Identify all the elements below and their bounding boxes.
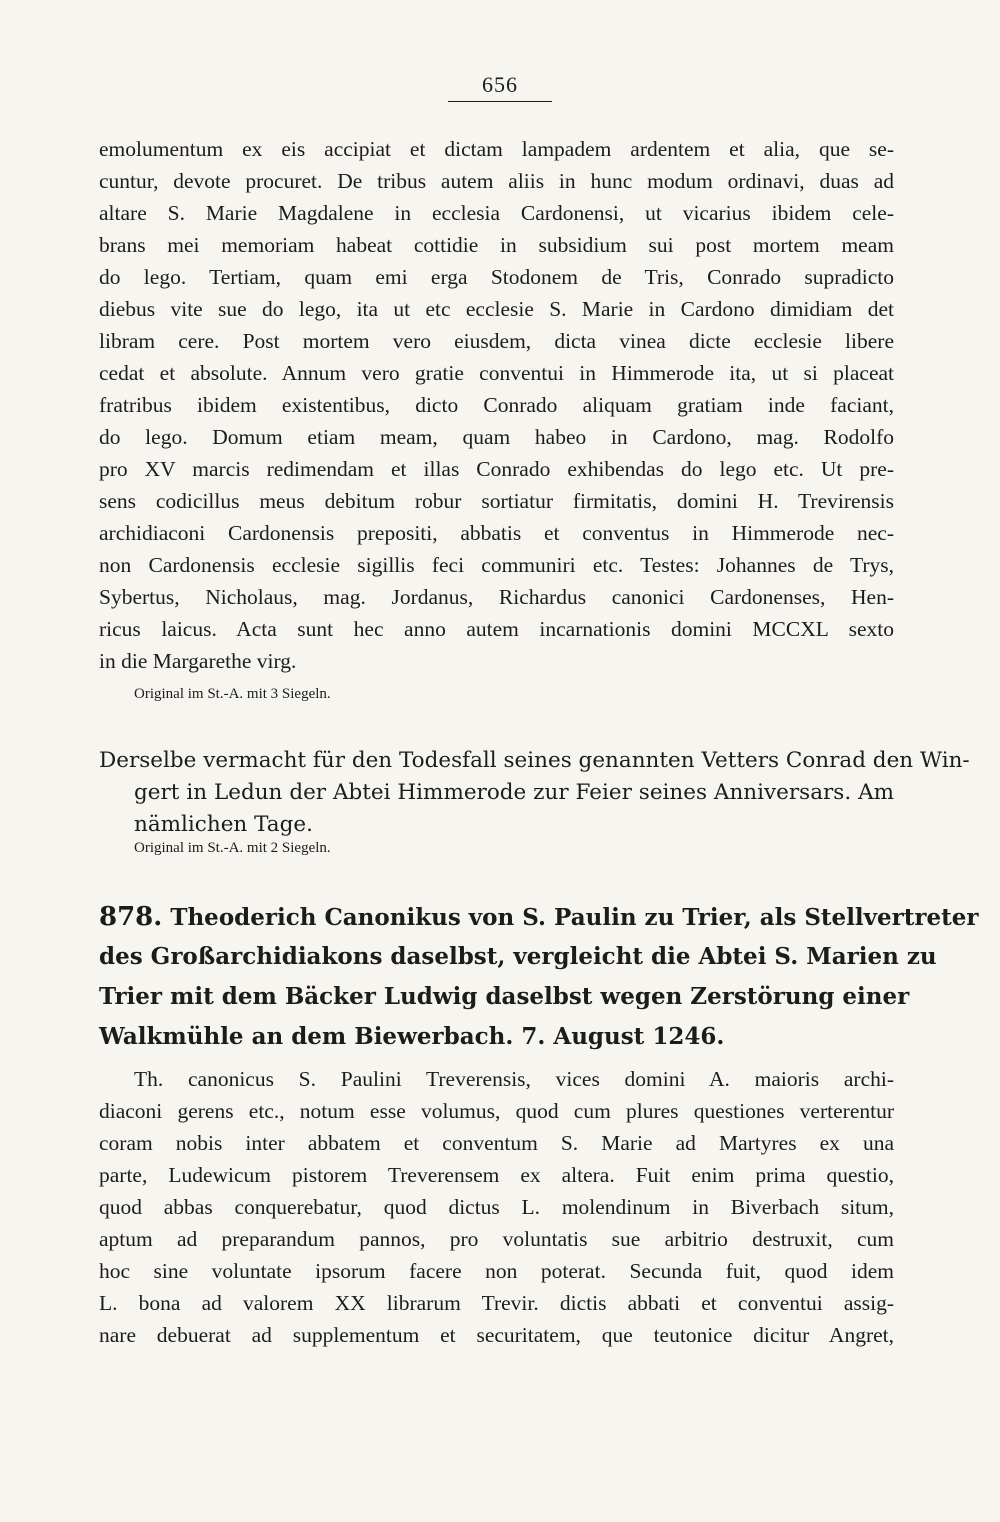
page-number-rule bbox=[448, 101, 552, 102]
text-line: parte, Ludewicum pistorem Treverensem ex altera. Fuit enim prima questio, bbox=[99, 1163, 894, 1187]
heading-line: Trier mit dem Bäcker Ludwig daselbst wegen Zerstörung einer bbox=[99, 983, 910, 1010]
text-line: do lego. Domum etiam meam, quam habeo in Cardono, mag. Rodolfo bbox=[99, 425, 894, 449]
text-line: do lego. Tertiam, quam emi erga Stodonem de Tris, Conrado supradicto bbox=[99, 265, 894, 289]
text-line: sens codicillus meus debitum robur sortiatur firmitatis, domini H. Trevirensis bbox=[99, 489, 894, 513]
text-line: altare S. Marie Magdalene in ecclesia Cardonensi, ut vicarius ibidem cele- bbox=[99, 201, 894, 225]
text-line: hoc sine voluntate ipsorum facere non poterat. Secunda fuit, quod idem bbox=[99, 1259, 894, 1283]
text-line: emolumentum ex eis accipiat et dictam lampadem ardentem et alia, que se- bbox=[99, 137, 894, 161]
text-line: cedat et absolute. Annum vero gratie conventui in Himmerode ita, ut si placeat bbox=[99, 361, 894, 385]
text-line: nare debuerat ad supplementum et securitatem, que teutonice dicitur Angret, bbox=[99, 1323, 894, 1347]
text-line: nämlichen Tage. bbox=[134, 812, 313, 837]
text-line: brans mei memoriam habeat cottidie in subsidium sui post mortem meam bbox=[99, 233, 894, 257]
text-line: ricus laicus. Acta sunt hec anno autem incarnationis domini MCCXL sexto bbox=[99, 617, 894, 641]
heading-line: Theoderich Canonikus von S. Paulin zu Trier, als Stellvertreter bbox=[170, 904, 979, 931]
text-line: diebus vite sue do lego, ita ut etc ecclesie S. Marie in Cardono dimidiam det bbox=[99, 297, 894, 321]
text-line: diaconi gerens etc., notum esse volumus, quod cum plures questiones verterentur bbox=[99, 1099, 894, 1123]
charter-877-text bbox=[99, 133, 894, 677]
charter-877-source-note: Original im St.-A. mit 3 Siegeln. bbox=[134, 686, 331, 702]
text-line: fratribus ibidem existentibus, dicto Conrado aliquam gratiam inde faciant, bbox=[99, 393, 894, 417]
second-charter-summary bbox=[99, 745, 970, 841]
text-line: cuntur, devote procuret. De tribus autem aliis in hunc modum ordinavi, duas ad bbox=[99, 169, 894, 193]
text-line: non Cardonensis ecclesie sigillis feci communiri etc. Testes: Johannes de Trys, bbox=[99, 553, 894, 577]
text-line: archidiaconi Cardonensis prepositi, abbatis et conventus in Himmerode nec- bbox=[99, 521, 894, 545]
text-line: Sybertus, Nicholaus, mag. Jordanus, Richardus canonici Cardonenses, Hen- bbox=[99, 585, 894, 609]
heading-line: des Großarchidiakons daselbst, vergleicht die Abtei S. Marien zu bbox=[99, 943, 937, 970]
text-line: Th. canonicus S. Paulini Treverensis, vices domini A. maioris archi- bbox=[134, 1067, 894, 1091]
page-number: 656 bbox=[482, 72, 518, 97]
charter-878-text bbox=[99, 1063, 894, 1351]
text-line: gert in Ledun der Abtei Himmerode zur Feier seines Anniversars. Am bbox=[134, 780, 894, 805]
text-line: aptum ad preparandum pannos, pro voluntatis sue arbitrio destruxit, cum bbox=[99, 1227, 894, 1251]
charter-number: 878. bbox=[99, 902, 163, 932]
text-line: pro XV marcis redimendam et illas Conrado exhibendas do lego etc. Ut pre- bbox=[99, 457, 894, 481]
text-line: Derselbe vermacht für den Todesfall seines genannten Vetters Conrad den Win- bbox=[99, 748, 970, 773]
text-line: L. bona ad valorem XX librarum Trevir. dictis abbati et conventui assig- bbox=[99, 1291, 894, 1315]
heading-line: Walkmühle an dem Biewerbach. 7. August 1246. bbox=[99, 1023, 725, 1050]
text-line: in die Margarethe virg. bbox=[99, 649, 297, 673]
text-line: libram cere. Post mortem vero eiusdem, dicta vinea dicte ecclesie libere bbox=[99, 329, 894, 353]
charter-878-heading bbox=[99, 897, 979, 1057]
text-line: coram nobis inter abbatem et conventum S. Marie ad Martyres ex una bbox=[99, 1131, 894, 1155]
text-line: quod abbas conquerebatur, quod dictus L. molendinum in Biverbach situm, bbox=[99, 1195, 894, 1219]
second-charter-source-note: Original im St.-A. mit 2 Siegeln. bbox=[134, 840, 331, 856]
